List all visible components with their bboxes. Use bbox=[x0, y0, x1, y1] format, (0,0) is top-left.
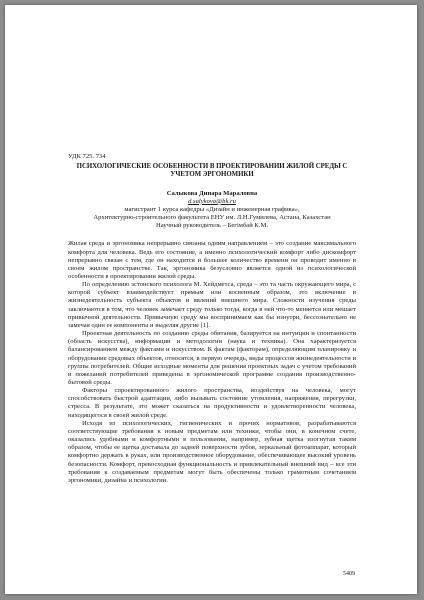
supervisor: Научный руководитель – Бегімбай К.М. bbox=[156, 222, 268, 230]
page-content bbox=[68, 153, 356, 485]
body-paragraph: По определению эстонского психолога М. Хейдметса, среда – это та часть окружающего мира, с которой субъект взаимодействует прямым или косвенным образом, это включение в жизнедеятельность субъекта объектов и явлений внешнего мира. Сложности изучения среды заключаются в том, что человек замечает среду только тогда, когда в ней что-то меняется или мешает привычной деятельности. Привычную среду мы воспринимаем как бы изнутри, бессознательно не замечая один ее компоненты и выделяя другие [1]. bbox=[68, 281, 356, 329]
author-block bbox=[68, 190, 356, 231]
body-paragraph: Проектная деятельность по созданию среды обитания, базируется на интуиции и спонтанности (область искусства), информации и методологии (наука и техника). Она характеризуется балансированием между фактами и искусством. К фактам (факторам), определяющим планировку и оборудование средовых объектов, относятся, в первую очередь, виды процессов жизнедеятельности и группы потребителей. Общие исходные моменты для решения проектных задач с учетом требований и пожеланий потребителей приведены в эргономической программе создания производственно-бытовой среды. bbox=[68, 330, 356, 386]
author-faculty: Архитектурно-строительного факультета ЕНУ им. Л.Н.Гумилева, Астана, Казахстан bbox=[93, 214, 331, 222]
author-position: магистрант 1 курса кафедры «Дизайн и инженерная графика», bbox=[124, 205, 300, 213]
author-email[interactable]: d.salykova@bk.ru bbox=[188, 197, 236, 205]
page-number: 5409 bbox=[343, 571, 355, 577]
body-paragraph: Факторы спроектированного жилого пространства, воздействуя на человека, могут способствовать быстрой адаптации, либо вызывать состояние утомления, напряжения, перегрузки, стресса. В результате, это может сказаться на продуктивности и удовлетворенности человека, находящегося в своей жилой среде. bbox=[68, 387, 356, 419]
body-paragraph: Жилая среда и эргономика непрерывно связаны одним направлением – это создание максимального комфорта для человека. Ведь его состояние, а именно психологический комфорт либо дискомфорт непрерывно связан с тем, где он находится и большее количество времени он проводит именно в своем жилом пространстве. Так, эргономика безусловно является одной из психологической особенности в проектировании жилой среды. bbox=[68, 240, 356, 280]
udc-code: УДК 725. 734 bbox=[68, 153, 106, 160]
article-title: ПСИХОЛОГИЧЕСКИЕ ОСОБЕННОСТИ В ПРОЕКТИРОВАНИИ ЖИЛОЙ СРЕДЫ С УЧЕТОМ ЭРГОНОМИКИ bbox=[76, 163, 348, 179]
document-page bbox=[5, 5, 417, 594]
body-paragraph: Исходя из психологических, гигиенических и прочих нормативов, разрабатываются соответствующие требования к новым предметам или техники, чтобы они, в конечном счете, оказались удобными и комфортными в пользовании, например, зубная щетка изогнутая таким образом, чтобы ее щетка доставала до задней поверхности зубов, зеркальный фотоаппарат, который комфортно держать в руках, или производственное оборудование, обеспечивающее высокий уровень безопасности. Комфорт, превосходная функциональность и привлекательный внешний вид – все эти требования к создаваемым предметам могут быть обеспечены только грамотным сочетанием эргономики, дизайна и психологии. bbox=[68, 419, 356, 484]
author-name: Салыкова Динара Мараловна bbox=[166, 189, 258, 197]
